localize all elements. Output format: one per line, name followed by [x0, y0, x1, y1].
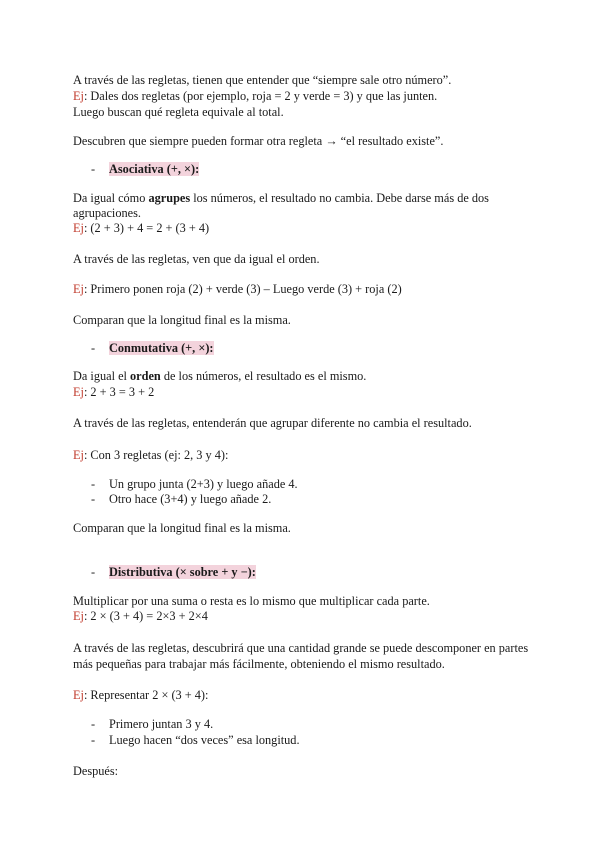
- paragraph: Comparan que la longitud final es la misma.: [73, 521, 291, 535]
- list-dash: -: [91, 733, 96, 747]
- paragraph: A través de las regletas, entenderán que agrupar diferente no cambia el resultado.: [73, 416, 472, 430]
- example-line: Ej: Con 3 regletas (ej: 2, 3 y 4):: [73, 448, 229, 462]
- list-item: Luego hacen “dos veces” esa longitud.: [109, 733, 300, 747]
- heading-distributiva: Distributiva (× sobre + y −):: [109, 565, 256, 579]
- list-item: Un grupo junta (2+3) y luego añade 4.: [109, 477, 298, 491]
- list-dash: -: [91, 341, 96, 355]
- ej-label: Ej: [73, 221, 84, 235]
- paragraph: Luego buscan qué regleta equivale al total.: [73, 105, 284, 119]
- paragraph: A través de las regletas, tienen que entender que “siempre sale otro número”.: [73, 73, 452, 87]
- ej-label: Ej: [73, 448, 84, 462]
- ej-label: Ej: [73, 688, 84, 702]
- ej-label: Ej: [73, 385, 84, 399]
- example-line: Ej: 2 × (3 + 4) = 2×3 + 2×4: [73, 609, 208, 623]
- example-line: Ej: 2 + 3 = 3 + 2: [73, 385, 155, 399]
- list-dash: -: [91, 162, 96, 176]
- paragraph-continuation: agrupaciones.: [73, 206, 141, 220]
- paragraph-continuation: más pequeñas para trabajar más fácilmente, obteniendo el mismo resultado.: [73, 657, 445, 671]
- bold-term: agrupes: [148, 191, 191, 205]
- list-dash: -: [91, 565, 96, 579]
- paragraph: Multiplicar por una suma o resta es lo mismo que multiplicar cada parte.: [73, 594, 430, 608]
- example-line: Ej: (2 + 3) + 4 = 2 + (3 + 4): [73, 221, 210, 235]
- list-dash: -: [91, 492, 96, 506]
- paragraph: A través de las regletas, descubrirá que una cantidad grande se puede descomponer en partes: [73, 641, 529, 655]
- paragraph: Después:: [73, 764, 119, 778]
- example-text: : Dales dos regletas (por ejemplo, roja = 2 y verde = 3) y que las junten.: [83, 89, 438, 103]
- ej-label: Ej: [73, 609, 84, 623]
- list-dash: -: [91, 477, 96, 491]
- heading-conmutativa: Conmutativa (+, ×):: [109, 341, 214, 355]
- paragraph: A través de las regletas, ven que da igual el orden.: [73, 252, 320, 266]
- list-dash: -: [91, 717, 96, 731]
- paragraph: Descubren que siempre pueden formar otra regleta → “el resultado existe”.: [73, 134, 444, 148]
- paragraph: Da igual cómo agrupes los números, el resultado no cambia. Debe darse más de dos: [73, 191, 489, 205]
- paragraph: Da igual el orden de los números, el resultado es el mismo.: [73, 369, 367, 383]
- list-item: Otro hace (3+4) y luego añade 2.: [109, 492, 272, 506]
- example-line: Ej: Primero ponen roja (2) + verde (3) – Luego verde (3) + roja (2): [73, 282, 402, 296]
- bold-term: orden: [130, 369, 161, 383]
- example-line: [73, 89, 437, 104]
- ej-label: Ej: [73, 89, 84, 103]
- ej-label: Ej: [73, 282, 84, 296]
- example-line: Ej: Representar 2 × (3 + 4):: [73, 688, 209, 702]
- list-item: Primero juntan 3 y 4.: [109, 717, 214, 731]
- heading-asociativa: Asociativa (+, ×):: [109, 162, 200, 176]
- paragraph: Comparan que la longitud final es la misma.: [73, 313, 291, 327]
